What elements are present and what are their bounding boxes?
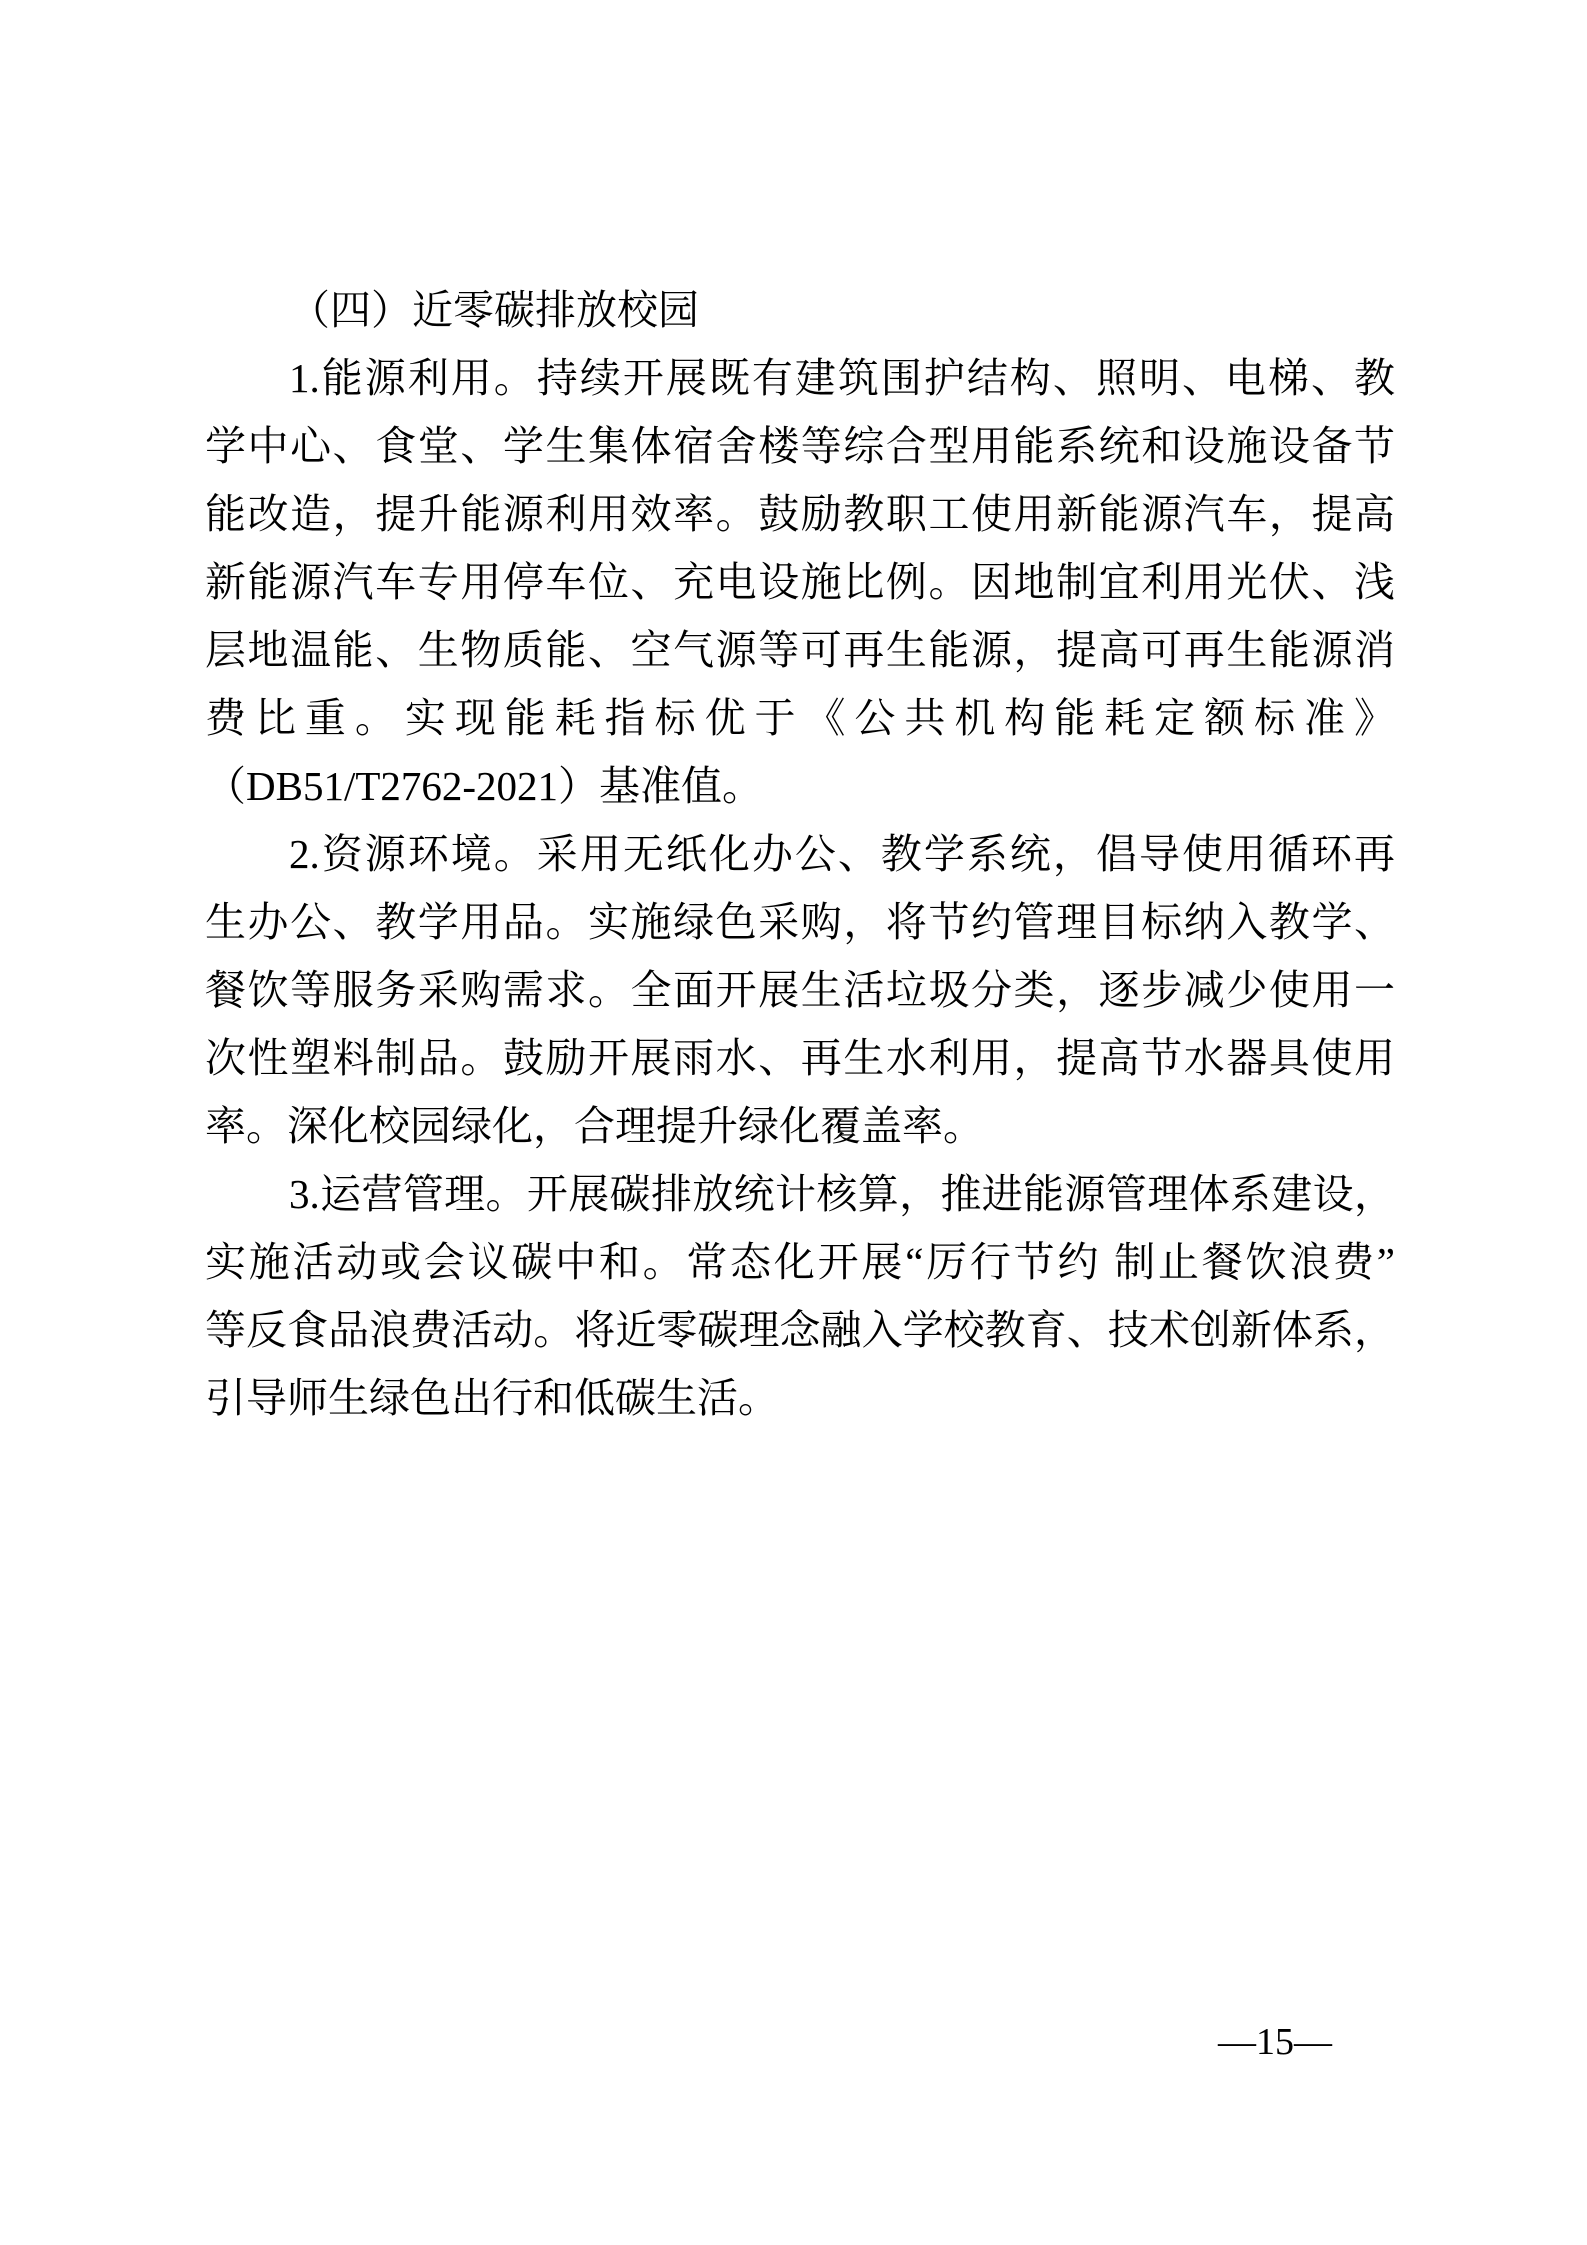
document-body [205, 276, 1395, 1432]
text-line: 次性塑料制品。鼓励开展雨水、再生水利用，提高节水器具使用 [205, 1035, 1395, 1081]
text-line: 生办公、教学用品。实施绿色采购，将节约管理目标纳入教学、 [205, 899, 1395, 945]
text-line: 率。深化校园绿化，合理提升绿化覆盖率。 [205, 1103, 984, 1149]
text-line: 3.运营管理。开展碳排放统计核算，推进能源管理体系建设， [289, 1171, 1395, 1217]
text-line: 费比重。实现能耗指标优于《公共机构能耗定额标准》 [205, 695, 1395, 741]
text-line: 2.资源环境。采用无纸化办公、教学系统，倡导使用循环再 [289, 831, 1395, 877]
text-line: （DB51/T2762-2021）基准值。 [205, 763, 764, 809]
page-number: —15— [1218, 2021, 1332, 2063]
paragraph-energy-use [205, 344, 1395, 820]
text-line: 实施活动或会议碳中和。常态化开展“厉行节约 制止餐饮浪费” [205, 1239, 1395, 1285]
paragraph-resources-environment [205, 820, 1395, 1160]
text-line: 能改造，提升能源利用效率。鼓励教职工使用新能源汽车，提高 [205, 491, 1395, 537]
text-line: 新能源汽车专用停车位、充电设施比例。因地制宜利用光伏、浅 [205, 559, 1395, 605]
text-line: 层地温能、生物质能、空气源等可再生能源，提高可再生能源消 [205, 627, 1395, 673]
text-line: 等反食品浪费活动。将近零碳理念融入学校教育、技术创新体系， [205, 1307, 1395, 1353]
text-line: 餐饮等服务采购需求。全面开展生活垃圾分类，逐步减少使用一 [205, 967, 1395, 1013]
paragraph-operations-management [205, 1160, 1395, 1432]
section-heading: （四）近零碳排放校园 [289, 287, 699, 333]
text-line: 引导师生绿色出行和低碳生活。 [205, 1375, 779, 1421]
text-line: 1.能源利用。持续开展既有建筑围护结构、照明、电梯、教 [289, 355, 1395, 401]
text-line: 学中心、食堂、学生集体宿舍楼等综合型用能系统和设施设备节 [205, 423, 1395, 469]
